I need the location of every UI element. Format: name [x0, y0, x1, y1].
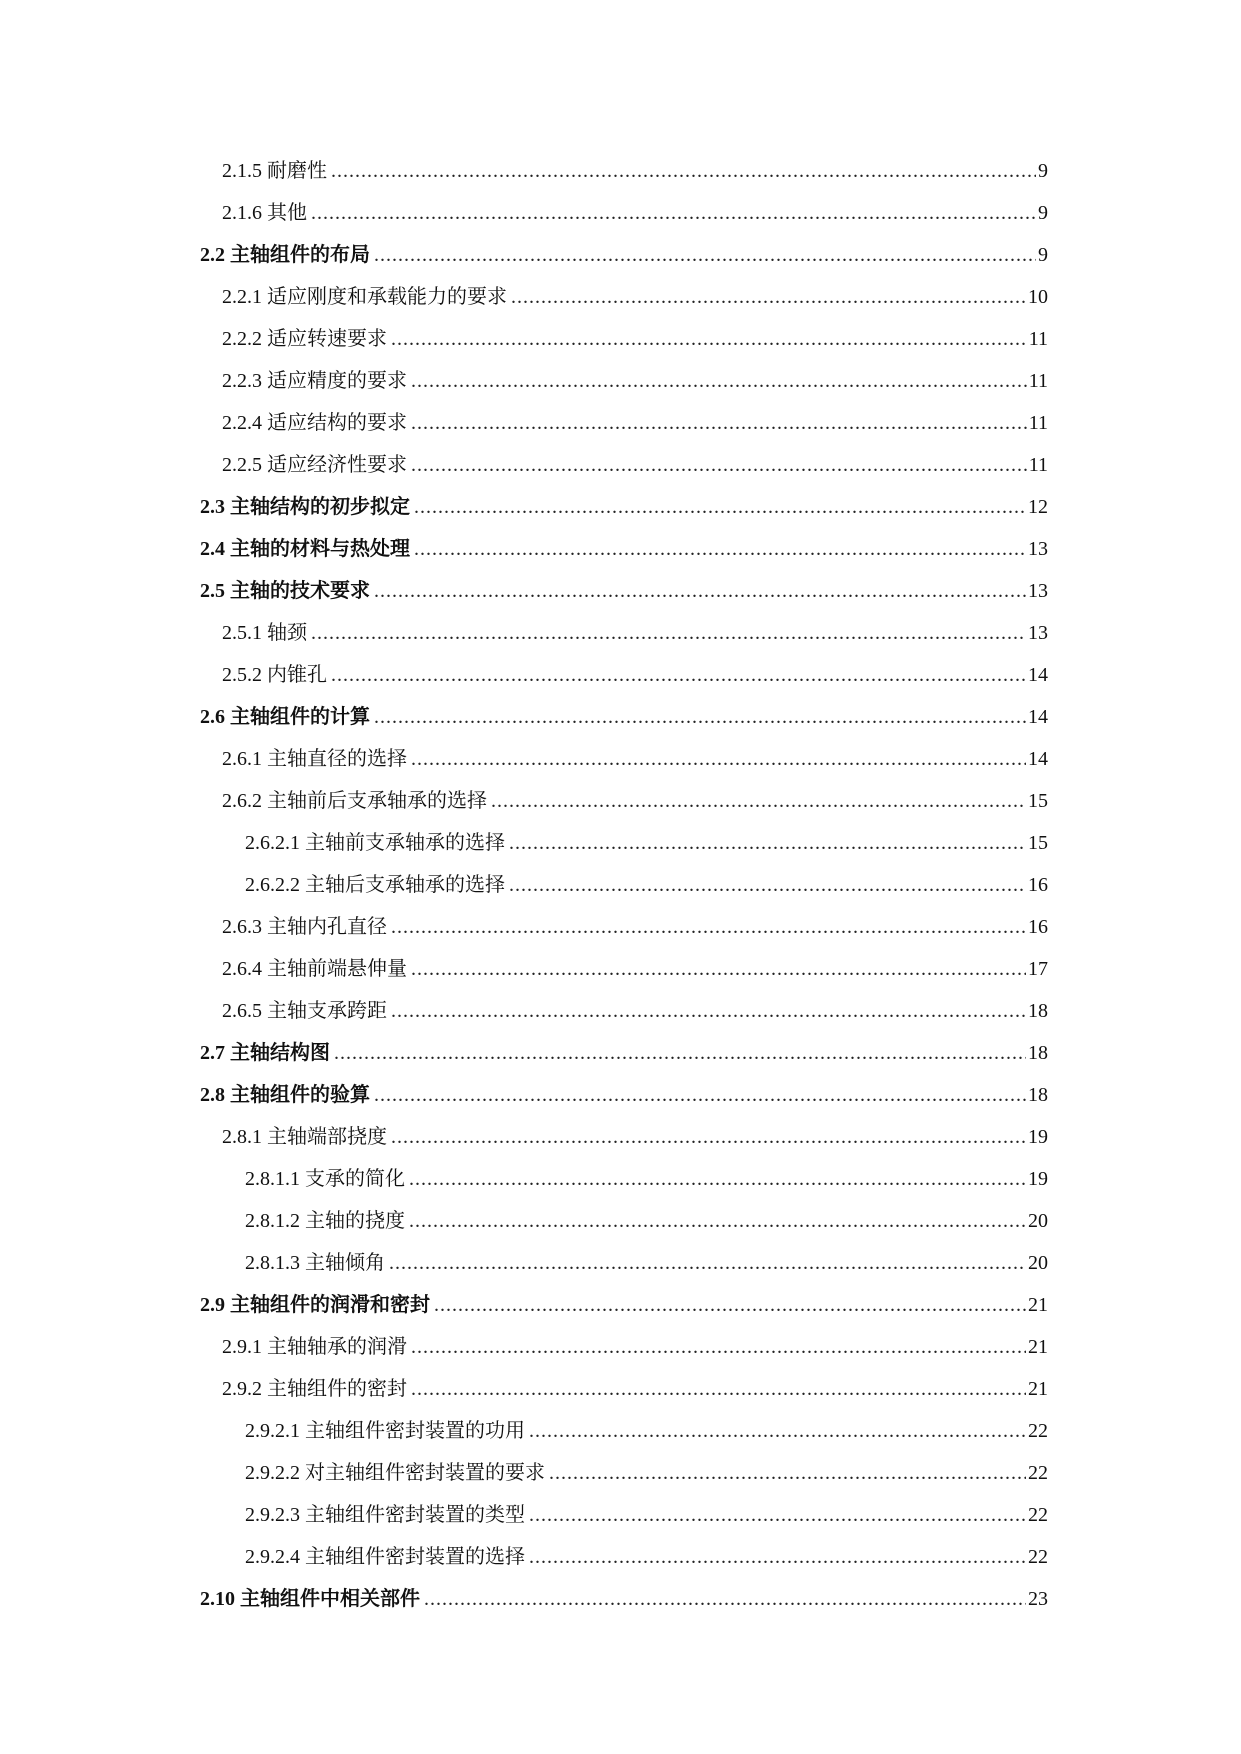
toc-entry-title: 2.8.1.3 主轴倾角	[245, 1252, 385, 1274]
toc-dot-leader	[334, 1032, 1026, 1074]
toc-dot-leader	[511, 276, 1026, 318]
toc-dot-leader	[509, 822, 1026, 864]
toc-page-number: 14	[1028, 664, 1048, 686]
toc-page-number: 13	[1028, 538, 1048, 560]
toc-entry-level-1[interactable]	[200, 234, 1048, 276]
toc-page-number: 21	[1028, 1336, 1048, 1358]
toc-page-number: 11	[1028, 454, 1048, 476]
toc-entry-level-1[interactable]	[200, 1578, 1048, 1620]
toc-dot-leader	[529, 1536, 1026, 1578]
toc-dot-leader	[409, 1200, 1026, 1242]
toc-dot-leader	[331, 150, 1036, 192]
toc-entry-level-2[interactable]	[200, 1368, 1048, 1410]
toc-entry-level-2[interactable]	[200, 318, 1048, 360]
toc-page-number: 13	[1028, 622, 1048, 644]
toc-entry-title: 2.6.1 主轴直径的选择	[222, 748, 407, 770]
toc-dot-leader	[411, 1368, 1026, 1410]
toc-entry-level-2[interactable]	[200, 780, 1048, 822]
toc-entry-title: 2.2.5 适应经济性要求	[222, 454, 407, 476]
toc-entry-title: 2.9.2.2 对主轴组件密封装置的要求	[245, 1462, 545, 1484]
toc-entry-title: 2.6.2.2 主轴后支承轴承的选择	[245, 874, 505, 896]
toc-entry-level-1[interactable]	[200, 1284, 1048, 1326]
toc-entry-title: 2.6.2 主轴前后支承轴承的选择	[222, 790, 487, 812]
toc-dot-leader	[434, 1284, 1026, 1326]
toc-entry-title: 2.5.1 轴颈	[222, 622, 307, 644]
toc-entry-title: 2.2.1 适应刚度和承载能力的要求	[222, 286, 507, 308]
toc-dot-leader	[391, 906, 1026, 948]
toc-page-number: 11	[1028, 370, 1048, 392]
toc-entry-level-3[interactable]	[200, 1242, 1048, 1284]
toc-entry-level-3[interactable]	[200, 1410, 1048, 1452]
toc-entry-title: 2.1.6 其他	[222, 202, 307, 224]
toc-entry-level-2[interactable]	[200, 654, 1048, 696]
toc-entry-title: 2.8 主轴组件的验算	[200, 1084, 370, 1106]
toc-entry-level-3[interactable]	[200, 1494, 1048, 1536]
toc-entry-level-2[interactable]	[200, 1116, 1048, 1158]
toc-page-number: 20	[1028, 1252, 1048, 1274]
toc-page-number: 10	[1028, 286, 1048, 308]
toc-entry-level-2[interactable]	[200, 738, 1048, 780]
toc-dot-leader	[411, 948, 1026, 990]
toc-dot-leader	[491, 780, 1026, 822]
toc-dot-leader	[374, 696, 1026, 738]
toc-page-number: 14	[1028, 748, 1048, 770]
toc-dot-leader	[411, 738, 1026, 780]
toc-entry-level-2[interactable]	[200, 276, 1048, 318]
toc-page-number: 14	[1028, 706, 1048, 728]
toc-page-number: 21	[1028, 1294, 1048, 1316]
toc-dot-leader	[391, 990, 1026, 1032]
toc-page-number: 11	[1028, 412, 1048, 434]
toc-dot-leader	[411, 444, 1027, 486]
toc-entry-level-1[interactable]	[200, 696, 1048, 738]
toc-dot-leader	[374, 570, 1026, 612]
toc-entry-title: 2.8.1.2 主轴的挠度	[245, 1210, 405, 1232]
toc-dot-leader	[509, 864, 1026, 906]
toc-dot-leader	[374, 234, 1036, 276]
toc-entry-level-1[interactable]	[200, 1032, 1048, 1074]
toc-entry-level-1[interactable]	[200, 528, 1048, 570]
toc-entry-title: 2.2.4 适应结构的要求	[222, 412, 407, 434]
toc-dot-leader	[411, 402, 1027, 444]
toc-dot-leader	[411, 360, 1027, 402]
toc-page-number: 15	[1028, 790, 1048, 812]
toc-page-number: 18	[1028, 1000, 1048, 1022]
toc-page-number: 22	[1028, 1462, 1048, 1484]
toc-entry-title: 2.6.4 主轴前端悬伸量	[222, 958, 407, 980]
toc-entry-level-2[interactable]	[200, 1326, 1048, 1368]
toc-page-number: 9	[1038, 202, 1048, 224]
toc-entry-title: 2.7 主轴结构图	[200, 1042, 330, 1064]
toc-entry-level-2[interactable]	[200, 612, 1048, 654]
toc-entry-title: 2.8.1.1 支承的简化	[245, 1168, 405, 1190]
toc-entry-title: 2.2 主轴组件的布局	[200, 244, 370, 266]
toc-entry-title: 2.6.2.1 主轴前支承轴承的选择	[245, 832, 505, 854]
toc-entry-level-1[interactable]	[200, 570, 1048, 612]
toc-entry-level-2[interactable]	[200, 360, 1048, 402]
toc-entry-title: 2.1.5 耐磨性	[222, 160, 327, 182]
toc-dot-leader	[424, 1578, 1026, 1620]
toc-dot-leader	[411, 1326, 1026, 1368]
toc-page-number: 18	[1028, 1042, 1048, 1064]
toc-page-number: 18	[1028, 1084, 1048, 1106]
toc-dot-leader	[414, 486, 1026, 528]
toc-entry-level-2[interactable]	[200, 948, 1048, 990]
toc-entry-level-2[interactable]	[200, 906, 1048, 948]
toc-dot-leader	[331, 654, 1026, 696]
toc-page-number: 23	[1028, 1588, 1048, 1610]
toc-page-number: 22	[1028, 1546, 1048, 1568]
toc-entry-title: 2.6.5 主轴支承跨距	[222, 1000, 387, 1022]
toc-entry-title: 2.9.2 主轴组件的密封	[222, 1378, 407, 1400]
toc-page-number: 16	[1028, 874, 1048, 896]
toc-entry-level-2[interactable]	[200, 402, 1048, 444]
toc-dot-leader	[374, 1074, 1026, 1116]
toc-entry-title: 2.9.2.4 主轴组件密封装置的选择	[245, 1546, 525, 1568]
toc-entry-level-3[interactable]	[200, 1200, 1048, 1242]
toc-page-number: 15	[1028, 832, 1048, 854]
toc-entry-title: 2.5.2 内锥孔	[222, 664, 327, 686]
toc-page-number: 16	[1028, 916, 1048, 938]
toc-entry-level-1[interactable]	[200, 486, 1048, 528]
toc-dot-leader	[549, 1452, 1026, 1494]
toc-entry-level-3[interactable]	[200, 1536, 1048, 1578]
toc-entry-title: 2.9 主轴组件的润滑和密封	[200, 1294, 430, 1316]
toc-page-number: 20	[1028, 1210, 1048, 1232]
toc-entry-level-3[interactable]	[200, 822, 1048, 864]
toc-entry-title: 2.9.2.3 主轴组件密封装置的类型	[245, 1504, 525, 1526]
toc-entry-title: 2.6.3 主轴内孔直径	[222, 916, 387, 938]
toc-dot-leader	[414, 528, 1026, 570]
toc-page-number: 19	[1028, 1126, 1048, 1148]
toc-dot-leader	[529, 1410, 1026, 1452]
toc-entry-title: 2.5 主轴的技术要求	[200, 580, 370, 602]
toc-dot-leader	[311, 612, 1026, 654]
toc-page-number: 9	[1038, 160, 1048, 182]
toc-entry-level-2[interactable]	[200, 150, 1048, 192]
toc-entry-level-1[interactable]	[200, 1074, 1048, 1116]
toc-entry-level-3[interactable]	[200, 1158, 1048, 1200]
toc-page-number: 13	[1028, 580, 1048, 602]
toc-entry-level-2[interactable]	[200, 990, 1048, 1032]
toc-entry-title: 2.9.2.1 主轴组件密封装置的功用	[245, 1420, 525, 1442]
toc-dot-leader	[391, 1116, 1026, 1158]
toc-page-number: 12	[1028, 496, 1048, 518]
toc-dot-leader	[311, 192, 1036, 234]
toc-entry-level-3[interactable]	[200, 864, 1048, 906]
toc-entry-title: 2.3 主轴结构的初步拟定	[200, 496, 410, 518]
toc-page-number: 22	[1028, 1420, 1048, 1442]
toc-page-number: 11	[1028, 328, 1048, 350]
toc-entry-level-2[interactable]	[200, 444, 1048, 486]
table-of-contents	[200, 150, 1048, 1620]
toc-entry-level-3[interactable]	[200, 1452, 1048, 1494]
toc-entry-level-2[interactable]	[200, 192, 1048, 234]
toc-page-number: 22	[1028, 1504, 1048, 1526]
toc-entry-title: 2.10 主轴组件中相关部件	[200, 1588, 420, 1610]
toc-entry-title: 2.6 主轴组件的计算	[200, 706, 370, 728]
toc-entry-title: 2.2.3 适应精度的要求	[222, 370, 407, 392]
toc-page-number: 17	[1028, 958, 1048, 980]
toc-entry-title: 2.4 主轴的材料与热处理	[200, 538, 410, 560]
toc-dot-leader	[391, 318, 1027, 360]
toc-page-number: 21	[1028, 1378, 1048, 1400]
toc-page-number: 9	[1038, 244, 1048, 266]
toc-dot-leader	[529, 1494, 1026, 1536]
toc-entry-title: 2.2.2 适应转速要求	[222, 328, 387, 350]
toc-entry-title: 2.9.1 主轴轴承的润滑	[222, 1336, 407, 1358]
toc-page-number: 19	[1028, 1168, 1048, 1190]
toc-entry-title: 2.8.1 主轴端部挠度	[222, 1126, 387, 1148]
toc-dot-leader	[389, 1242, 1026, 1284]
toc-dot-leader	[409, 1158, 1026, 1200]
